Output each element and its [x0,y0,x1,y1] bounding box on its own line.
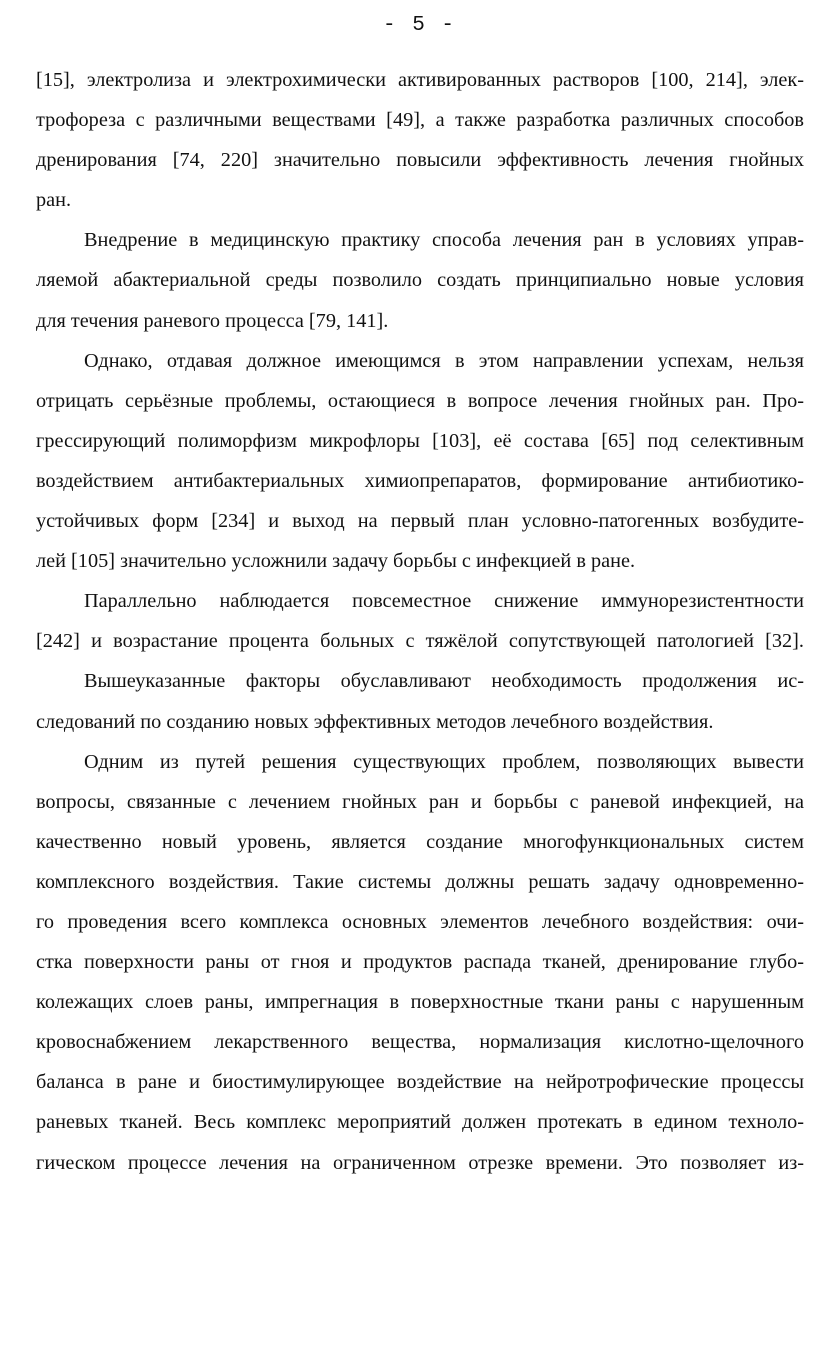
text-line: дренирования [74, 220] значительно повысили эффективность лечения гнойных [36,149,804,172]
paragraph-1 [36,60,804,220]
text-line: устойчивых форм [234] и выход на первый план условно-патогенных возбудите- [36,510,804,533]
text-line: ран. [36,189,72,212]
text-line: кровоснабжением лекарственного вещества, нормализация кислотно-щелочного [36,1031,804,1054]
text-line: колежащих слоев раны, импрегнация в поверхностные ткани раны с нарушенным [36,991,804,1014]
text-line: для течения раневого процесса [79, 141]. [36,309,389,332]
text-line: [242] и возрастание процента больных с тяжёлой сопутствующей патологией [32]. [36,630,804,653]
text-line: раневых тканей. Весь комплекс мероприятий должен протекать в едином техноло- [36,1111,804,1134]
paragraph-6 [36,742,804,1183]
text-line: грессирующий полиморфизм микрофлоры [103], её состава [65] под селективным [36,429,804,452]
text-line: трофореза с различными веществами [49], а также разработка различных способов [36,109,804,132]
text-line: гическом процессе лечения на ограниченном отрезке времени. Это позволяет из- [36,1151,804,1174]
paragraph-2 [36,220,804,340]
text-line: качественно новый уровень, является создание многофункциональных систем [36,830,804,853]
text-line: лей [105] значительно усложнили задачу борьбы с инфекцией в ране. [36,550,636,573]
paragraph-4 [36,581,804,661]
paragraph-3 [36,341,804,582]
paragraph-5 [36,661,804,741]
text-line: Одним из путей решения существующих проблем, позволяющих вывести [84,750,804,773]
text-line: стка поверхности раны от гноя и продуктов распада тканей, дренирование глубо- [36,951,804,974]
text-line: воздействием антибактериальных химиопрепаратов, формирование антибиотико- [36,469,804,492]
document-body [36,60,804,1183]
text-line: отрицать серьёзные проблемы, остающиеся в вопросе лечения гнойных ран. Про- [36,389,804,412]
text-line: комплексного воздействия. Такие системы должны решать задачу одновременно- [36,870,804,893]
text-line: баланса в ране и биостимулирующее воздействие на нейротрофические процессы [36,1071,804,1094]
text-line: го проведения всего комплекса основных элементов лечебного воздействия: очи- [36,910,804,933]
text-line: следований по созданию новых эффективных методов лечебного воздействия. [36,710,714,733]
text-line: Параллельно наблюдается повсеместное снижение иммунорезистентности [84,590,804,613]
text-line: Внедрение в медицинскую практику способа лечения ран в условиях управ- [84,229,804,252]
text-line: [15], электролиза и электрохимически активированных растворов [100, 214], элек- [36,69,804,91]
text-line: ляемой абактериальной среды позволило создать принципиально новые условия [36,269,804,292]
page-number: - 5 - [382,14,456,37]
text-line: Вышеуказанные факторы обуславливают необходимость продолжения ис- [84,670,804,693]
text-line: вопросы, связанные с лечением гнойных ран и борьбы с раневой инфекцией, на [36,790,804,813]
text-line: Однако, отдавая должное имеющимся в этом направлении успехам, нельзя [84,349,804,372]
